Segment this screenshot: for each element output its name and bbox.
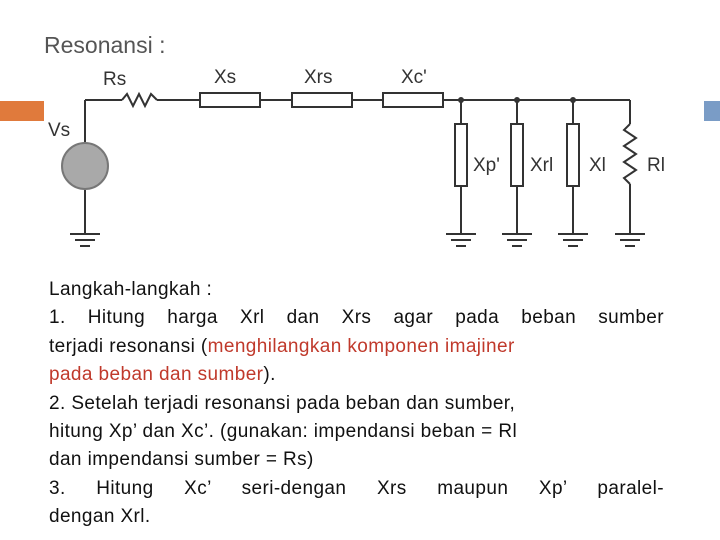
step-line-2-highlight: menghilangkan komponen imajiner bbox=[207, 335, 515, 357]
ground-symbol-3 bbox=[558, 234, 588, 246]
step-line-2 bbox=[49, 333, 664, 361]
junction-dot-1 bbox=[458, 97, 464, 103]
shunt-element-xrl bbox=[511, 124, 523, 186]
source-resistor-zigzag bbox=[122, 94, 157, 106]
step-line-1: 1. Hitung harga Xrl dan Xrs agar pada beban sumber bbox=[49, 307, 664, 329]
junction-dot-2 bbox=[514, 97, 520, 103]
ground-symbol-4 bbox=[615, 234, 645, 246]
shunt-resistor-zigzag bbox=[624, 124, 636, 184]
step-line-7: 3. Hitung Xc’ seri-dengan Xrs maupun Xp’ paralel- bbox=[49, 477, 664, 499]
label-rl: Rl bbox=[647, 155, 665, 176]
series-element-xc bbox=[383, 93, 443, 107]
label-xrs: Xrs bbox=[304, 67, 333, 88]
label-xrl: Xrl bbox=[530, 155, 554, 176]
shunt-element-xp bbox=[455, 124, 467, 186]
series-element-xrs bbox=[292, 93, 352, 107]
label-xc: Xc' bbox=[401, 67, 427, 88]
step-line-3 bbox=[49, 361, 664, 389]
label-xl: Xl bbox=[589, 155, 606, 176]
step-line-2-text: terjadi resonansi ( bbox=[49, 335, 208, 357]
step-line-3-text: ). bbox=[263, 364, 276, 386]
step-line-4: 2. Setelah terjadi resonansi pada beban dan sumber, bbox=[49, 392, 516, 414]
label-xp: Xp' bbox=[473, 155, 500, 176]
ground-symbol-1 bbox=[446, 234, 476, 246]
label-rs: Rs bbox=[103, 69, 127, 90]
step-line-5: hitung Xp’ dan Xc’. (gunakan: impendansi beban = Rl bbox=[49, 421, 518, 443]
step-line-6: dan impendansi sumber = Rs) bbox=[49, 449, 314, 471]
ground-symbol-2 bbox=[502, 234, 532, 246]
voltage-source bbox=[62, 143, 108, 189]
label-vs: Vs bbox=[48, 120, 71, 141]
step-line-3-highlight: pada beban dan sumber bbox=[49, 364, 264, 386]
series-element-xs bbox=[200, 93, 260, 107]
page-title: Resonansi : bbox=[44, 32, 166, 58]
label-xs: Xs bbox=[214, 67, 237, 88]
steps-heading: Langkah-langkah : bbox=[49, 279, 213, 300]
ground-symbol-source bbox=[70, 234, 100, 246]
shunt-element-xl bbox=[567, 124, 579, 186]
steps-text bbox=[49, 276, 664, 532]
junction-dot-3 bbox=[570, 97, 576, 103]
step-line-8: dengan Xrl. bbox=[49, 506, 151, 528]
